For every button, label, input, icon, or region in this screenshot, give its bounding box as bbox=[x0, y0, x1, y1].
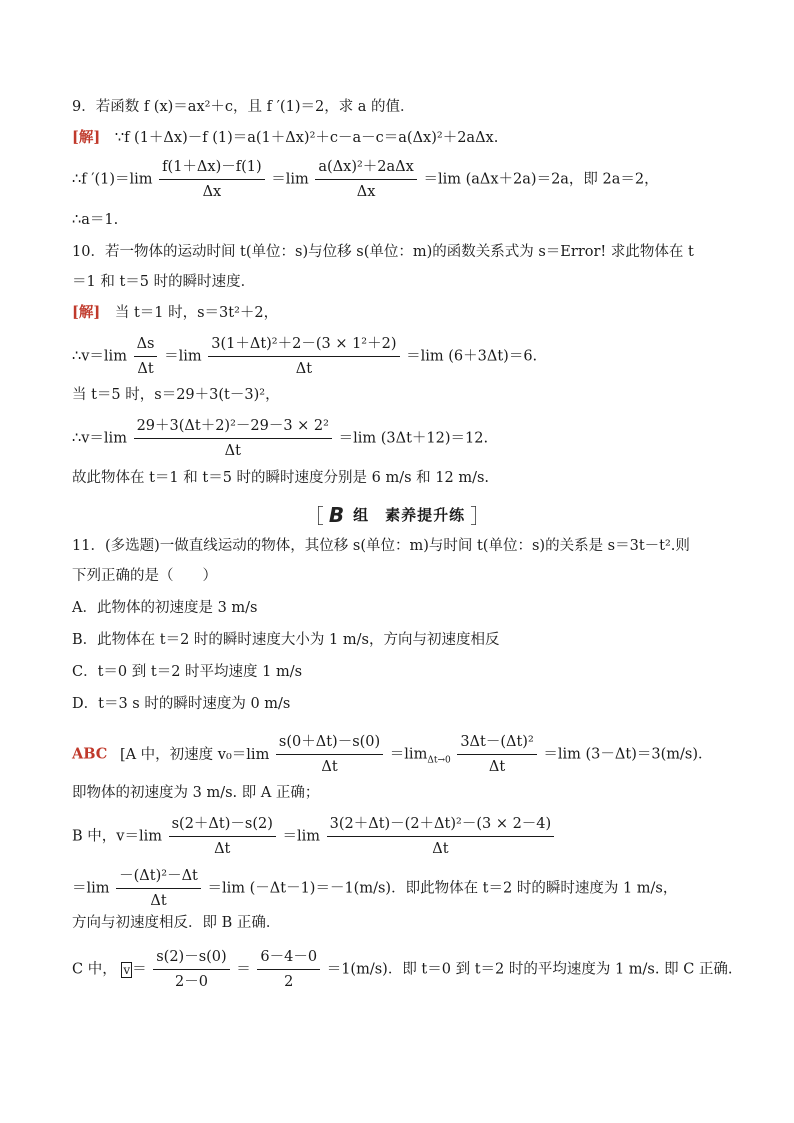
q11-a-fraction-1 bbox=[276, 733, 383, 776]
q11-b-fraction-2-den: Δt bbox=[432, 841, 449, 857]
q10-fraction-3-den: Δt bbox=[224, 443, 241, 459]
q9-solution-line-2 bbox=[72, 158, 659, 201]
q11-b-conclusion: 方向与初速度相反．即 B 正确． bbox=[72, 915, 281, 931]
q11-option-a: A．此物体的初速度是 3 m/s bbox=[72, 600, 258, 616]
q11-a-fraction-1-num: s(0＋Δt)－s(0) bbox=[276, 733, 383, 755]
q10-fraction-2 bbox=[208, 335, 399, 378]
q11-b-fraction-3-den: Δt bbox=[150, 893, 167, 909]
q11-b-fraction-3-num: －(Δt)²－Δt bbox=[116, 867, 201, 889]
q11-b-line-1 bbox=[72, 815, 556, 858]
section-header bbox=[0, 500, 794, 529]
q10-solution-line-2 bbox=[72, 335, 537, 378]
q11-a-result: ＝lim (3－Δt)＝3(m/s)． bbox=[543, 746, 713, 763]
q11-a-lim-1: [A 中，初速度 v₀＝lim bbox=[119, 746, 270, 763]
q9-solution-line-1 bbox=[72, 128, 498, 148]
q11-b-fraction-1 bbox=[169, 815, 276, 858]
q11-a-fraction-2-den: Δt bbox=[488, 759, 506, 775]
q11-c-fraction-1-num: s(2)－s(0) bbox=[153, 948, 229, 970]
section-title: 组 素养提升练 bbox=[353, 506, 466, 524]
q11-b-lim-2: ＝lim bbox=[282, 828, 320, 845]
q11-a-lim-subscript: Δt→0 bbox=[427, 755, 451, 766]
q11-c-fraction-2-den: 2 bbox=[284, 974, 294, 990]
q11-c-fraction-2 bbox=[257, 948, 320, 991]
q11-a-fraction-1-den: Δt bbox=[321, 759, 338, 775]
q11-b-fraction-2 bbox=[327, 815, 555, 858]
q10-fraction-3-num: 29＋3(Δt＋2)²－29－3 × 2² bbox=[134, 417, 332, 439]
q10-conclusion: 故此物体在 t＝1 和 t＝5 时的瞬时速度分别是 6 m/s 和 12 m/s. bbox=[72, 470, 490, 486]
q11-a-fraction-2-num: 3Δt－(Δt)² bbox=[457, 733, 536, 755]
q9-result: ＝lim (aΔx＋2a)＝2a，即 2a＝2， bbox=[423, 171, 659, 188]
answer-tag: ABC bbox=[72, 745, 108, 763]
q9-fraction-1 bbox=[159, 158, 264, 201]
q10-lim-2: ＝lim bbox=[164, 348, 202, 365]
q11-a-fraction-2 bbox=[457, 733, 536, 776]
section-left-bracket: ［ bbox=[303, 504, 324, 528]
q10-result-2: ＝lim (3Δt＋12)＝12. bbox=[338, 430, 489, 447]
q11-b-fraction-1-den: Δt bbox=[214, 841, 231, 857]
section-b-mark: B bbox=[328, 502, 345, 527]
q10-fraction-3 bbox=[134, 417, 332, 460]
q11-b-lim-3: ＝lim bbox=[72, 880, 110, 897]
section-right-bracket: ］ bbox=[470, 504, 491, 528]
q11-stem-line-2: 下列正确的是（ ） bbox=[72, 568, 217, 584]
q9-step-1: ∵f (1＋Δx)－f (1)＝a(1＋Δx)²＋c－a－c＝a(Δx)²＋2aΔx. bbox=[114, 130, 499, 146]
q10-fraction-2-den: Δt bbox=[295, 361, 313, 377]
q9-lim-1: ∴f ′(1)＝lim bbox=[72, 171, 153, 188]
q10-stem-line-1: 10．若一物体的运动时间 t(单位：s)与位移 s(单位：m)的函数关系式为 s＝Error! 求此物体在 t bbox=[72, 244, 694, 260]
q11-b-fraction-2-num: 3(2＋Δt)－(2＋Δt)²－(3 × 2－4) bbox=[327, 815, 555, 837]
q10-lim-1: ∴v＝lim bbox=[72, 348, 127, 365]
q11-c-line bbox=[72, 948, 733, 991]
q11-c-label: C 中， bbox=[72, 961, 117, 978]
q10-solution-line-4 bbox=[72, 417, 488, 460]
q10-solution-line-3: 当 t＝5 时，s＝29＋3(t－3)²， bbox=[72, 387, 280, 403]
q11-c-equals-2: ＝ bbox=[236, 961, 251, 978]
q9-stem: 9．若函数 f (x)＝ax²＋c，且 f ′(1)＝2，求 a 的值． bbox=[72, 99, 415, 115]
q11-b-fraction-3 bbox=[116, 867, 201, 910]
q9-fraction-1-den: Δx bbox=[202, 184, 222, 200]
q10-fraction-1-num: Δs bbox=[134, 335, 158, 357]
q9-lim-2: ＝lim bbox=[271, 171, 309, 188]
average-velocity-symbol: v bbox=[123, 962, 131, 977]
q11-c-fraction-1-den: 2－0 bbox=[174, 974, 208, 990]
solution-tag: [解] bbox=[72, 304, 101, 321]
q9-fraction-2 bbox=[315, 158, 416, 201]
q11-stem-line-1: 11．(多选题)一做直线运动的物体，其位移 s(单位：m)与时间 t(单位：s)的关系是 s＝3t－t².则 bbox=[72, 538, 690, 554]
q11-option-b: B．此物体在 t＝2 时的瞬时速度大小为 1 m/s，方向与初速度相反 bbox=[72, 632, 500, 648]
q11-a-conclusion: 即物体的初速度为 3 m/s. 即 A 正确； bbox=[72, 785, 320, 801]
q9-conclusion: ∴a＝1. bbox=[72, 212, 119, 228]
q11-c-equals: ＝ bbox=[132, 961, 147, 978]
q11-option-c: C．t＝0 到 t＝2 时平均速度 1 m/s bbox=[72, 664, 303, 680]
q10-step-1: 当 t＝1 时，s＝3t²＋2， bbox=[114, 305, 279, 321]
q11-option-d: D．t＝3 s 时的瞬时速度为 0 m/s bbox=[72, 696, 291, 712]
q10-lim-3: ∴v＝lim bbox=[72, 430, 127, 447]
q10-fraction-1-den: Δt bbox=[137, 361, 154, 377]
q11-b-fraction-1-num: s(2＋Δt)－s(2) bbox=[169, 815, 276, 837]
q10-stem-line-2: ＝1 和 t＝5 时的瞬时速度． bbox=[72, 274, 256, 290]
q11-answer-a-line bbox=[72, 733, 712, 776]
q11-c-result: ＝1(m/s)．即 t＝0 到 t＝2 时的平均速度为 1 m/s. 即 C 正确. bbox=[326, 961, 733, 978]
q9-fraction-1-num: f(1＋Δx)－f(1) bbox=[159, 158, 264, 180]
q11-b-result: ＝lim (－Δt－1)＝－1(m/s)．即此物体在 t＝2 时的瞬时速度为 1 m/s， bbox=[207, 880, 678, 897]
q9-fraction-2-num: a(Δx)²＋2aΔx bbox=[315, 158, 416, 180]
q10-fraction-2-num: 3(1＋Δt)²＋2－(3 × 1²＋2) bbox=[208, 335, 399, 357]
q11-b-line-2 bbox=[72, 867, 677, 910]
q10-solution-line-1 bbox=[72, 303, 278, 323]
solution-tag: [解] bbox=[72, 129, 101, 146]
q11-c-fraction-2-num: 6－4－0 bbox=[257, 948, 320, 970]
q11-a-lim-2: ＝lim bbox=[389, 746, 428, 763]
q10-fraction-1 bbox=[134, 335, 158, 378]
q9-fraction-2-den: Δx bbox=[356, 184, 376, 200]
q10-result-1: ＝lim (6＋3Δt)＝6. bbox=[406, 348, 538, 365]
q11-c-fraction-1 bbox=[153, 948, 229, 991]
q11-b-lim-1: B 中，v＝lim bbox=[72, 828, 162, 845]
